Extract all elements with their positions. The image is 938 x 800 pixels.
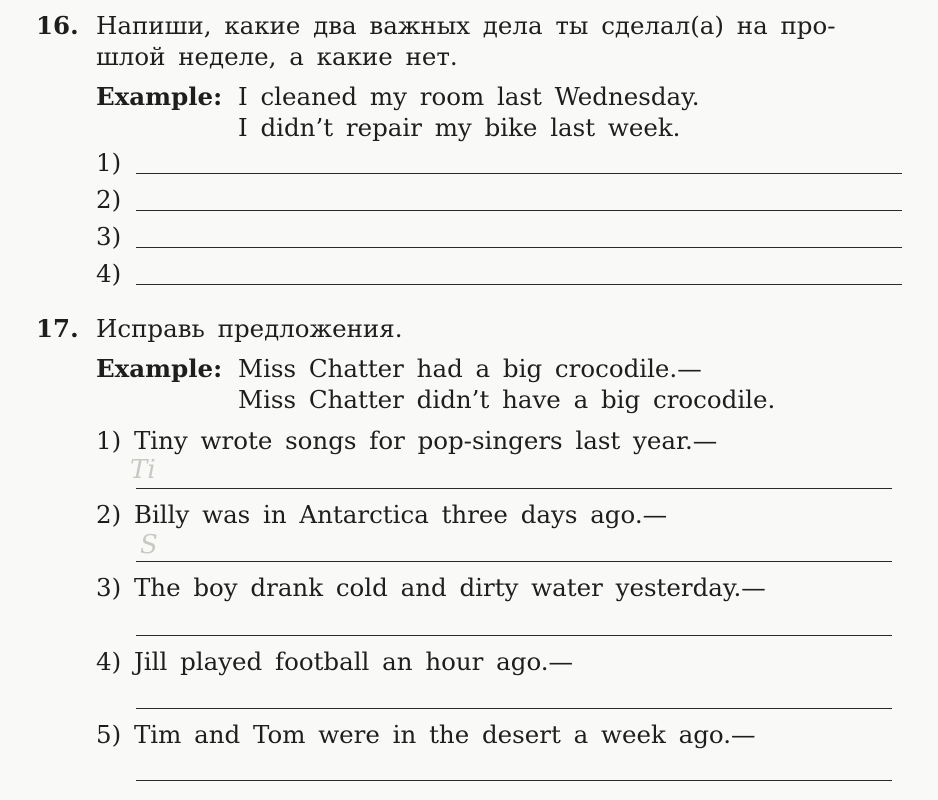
example-sentence: I didn’t repair my bike last week. (238, 113, 681, 142)
answer-row (96, 221, 902, 252)
show-through-mark: S (140, 530, 158, 560)
task-number: 17. (36, 314, 79, 343)
sentence-number: 5) (96, 720, 122, 749)
show-through-mark: Ti (130, 455, 156, 485)
sentence-text: Jill played football an hour ago.— (133, 647, 574, 676)
sentence-number: 2) (96, 500, 122, 529)
answer-blank[interactable] (136, 780, 892, 781)
sentence-number: 3) (96, 573, 122, 602)
answer-number: 1) (96, 148, 122, 177)
answer-blank[interactable] (136, 635, 892, 636)
exercise-sentence (96, 499, 667, 530)
task-number: 16. (36, 11, 79, 40)
sentence-number: 4) (96, 647, 122, 676)
sentence-text: Billy was in Antarctica three days ago.— (133, 500, 668, 529)
sentence-text: Tiny wrote songs for pop-singers last year.— (133, 426, 718, 455)
example-sentence: Miss Chatter had a big crocodile.— (238, 354, 702, 383)
answer-row (96, 147, 902, 178)
exercise-sentence (96, 646, 573, 677)
example-label: Example: (96, 82, 223, 111)
answer-blank[interactable] (136, 561, 892, 562)
answer-number: 4) (96, 259, 122, 288)
task-instruction-line: шлой неделе, а какие нет. (96, 42, 458, 71)
exercise-sentence (96, 425, 717, 456)
example-sentence: I cleaned my room last Wednesday. (238, 82, 700, 111)
task-instruction-line: Исправь предложения. (96, 314, 403, 343)
answer-row (96, 184, 902, 215)
answer-blank[interactable] (136, 708, 892, 709)
sentence-text: The boy drank cold and dirty water yesterday.— (133, 573, 766, 602)
answer-number: 3) (96, 222, 122, 251)
answer-number: 2) (96, 185, 122, 214)
exercise-sentence (96, 719, 756, 750)
task-instruction-line: Напиши, какие два важных дела ты сделал(а) на про- (96, 11, 836, 40)
answer-blank[interactable] (136, 210, 902, 211)
answer-blank[interactable] (136, 173, 902, 174)
example-sentence: Miss Chatter didn’t have a big crocodile. (238, 385, 776, 414)
answer-blank[interactable] (136, 284, 902, 285)
answer-blank[interactable] (136, 488, 892, 489)
answer-blank[interactable] (136, 247, 902, 248)
sentence-text: Tim and Tom were in the desert a week ago.— (133, 720, 756, 749)
example-label: Example: (96, 354, 223, 383)
sentence-number: 1) (96, 426, 122, 455)
answer-row (96, 258, 902, 289)
exercise-sentence (96, 572, 766, 603)
